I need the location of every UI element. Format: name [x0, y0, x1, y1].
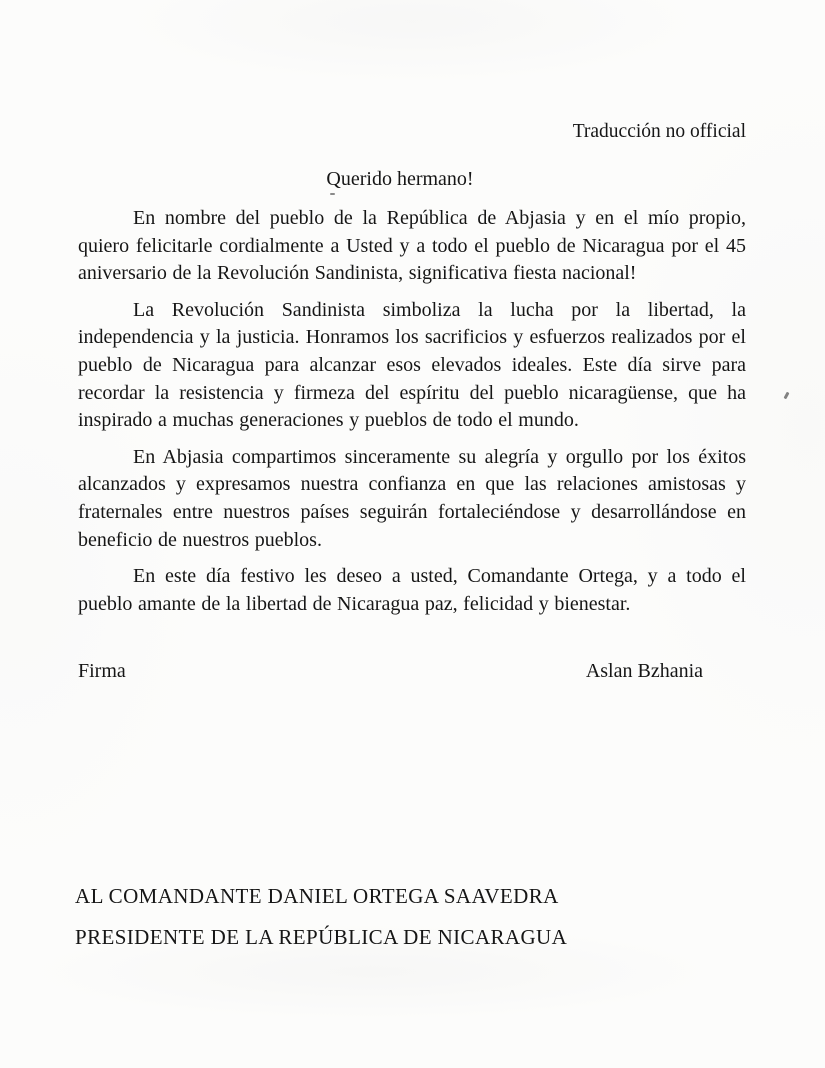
paragraph-2: La Revolución Sandinista simboliza la lucha por la libertad, la independencia y la justicia. Honramos los sacrificios y esfuerzos realizados por el pueblo de Nicaragua para alcanzar esos elevados ideales. Este día sirve para recordar la resistencia y firmeza del espíritu del pueblo nicaragüense, que ha inspirado a muchas generaciones y pueblos de todo el mundo. [78, 298, 746, 432]
addressee-line-1: AL COMANDANTE DANIEL ORTEGA SAAVEDRA [75, 884, 559, 908]
addressee-block [75, 884, 567, 966]
signature-label: Firma [78, 660, 126, 683]
salutation: Querido hermano! [326, 168, 474, 190]
letter-body [78, 205, 746, 618]
header-translation-note: Traducción no official [572, 121, 746, 142]
scan-speck [784, 392, 790, 400]
addressee-line-2: PRESIDENTE DE LA REPÚBLICA DE NICARAGUA [75, 925, 568, 949]
scan-speck [330, 193, 335, 195]
signature-name: Aslan Bzhania [585, 660, 703, 683]
paragraph-1: En nombre del pueblo de la República de Abjasia y en el mío propio, quiero felicitarle cordialmente a Usted y a todo el pueblo de Nicaragua por el 45 aniversario de la Revolución Sandinista, significativa fiesta nacional! [78, 207, 746, 285]
paragraph-3: En Abjasia compartimos sinceramente su alegría y orgullo por los éxitos alcanzados y expresamos nuestra confianza en que las relaciones amistosas y fraternales entre nuestros países seguirán fortaleciéndose y desarrollándose en beneficio de nuestros pueblos. [78, 445, 746, 551]
paragraph-4: En este día festivo les deseo a usted, Comandante Ortega, y a todo el pueblo amante de la libertad de Nicaragua paz, felicidad y bienestar. [78, 565, 746, 615]
signature-row [78, 658, 746, 684]
letter-content [78, 0, 746, 684]
